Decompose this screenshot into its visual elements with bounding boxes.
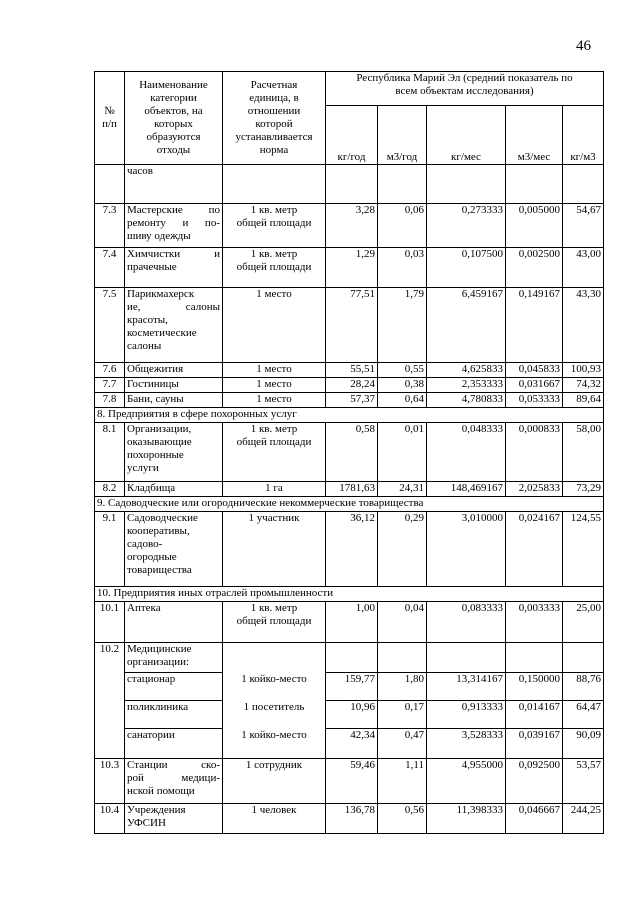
row-value: 244,25 xyxy=(563,804,604,834)
row-value: 0,046667 xyxy=(506,804,563,834)
cell-line: услуги xyxy=(127,462,159,474)
cell-line: Бани, сауны xyxy=(127,393,184,405)
row-value: 4,625833 xyxy=(427,363,506,378)
cell-line: 1 кв. метр xyxy=(250,204,298,216)
cell-line: кооперативы, xyxy=(127,525,190,537)
row-num: 9.1 xyxy=(95,512,125,587)
page-number: 46 xyxy=(576,38,591,54)
row-value: 77,51 xyxy=(326,288,378,363)
row-value: 4,780833 xyxy=(427,393,506,408)
row-unit: 1 койко-место xyxy=(241,673,307,685)
row-unit xyxy=(223,423,326,482)
row-value: 0,55 xyxy=(378,363,427,378)
cell-line: нской помощи xyxy=(127,785,195,797)
row-num: 10.4 xyxy=(95,804,125,834)
row-unit xyxy=(223,482,326,497)
cell-line: образуются xyxy=(146,131,201,143)
row-value: 2,025833 xyxy=(506,482,563,497)
row-value: 3,28 xyxy=(326,204,378,248)
cell-line: Кладбища xyxy=(127,482,176,494)
row-value: 43,30 xyxy=(563,288,604,363)
row-value: 159,77 xyxy=(326,673,378,701)
header-col-kg-month: кг/мес xyxy=(427,106,506,165)
row-num: 10.3 xyxy=(95,759,125,804)
row-value: 90,09 xyxy=(563,729,604,759)
cell-line: Общежития xyxy=(127,363,184,375)
cell-line: красоты, xyxy=(127,314,168,326)
row-num: 7.5 xyxy=(95,288,125,363)
cell-line: салоны xyxy=(127,340,162,352)
cell-line: Гостиницы xyxy=(127,378,179,390)
row-value: 74,32 xyxy=(563,378,604,393)
row-num: 10.2 xyxy=(95,643,125,759)
cell-line: организации: xyxy=(127,656,190,668)
header-region xyxy=(326,72,604,106)
cell-line: всем объектам исследования) xyxy=(395,85,534,97)
row-unit xyxy=(223,602,326,643)
row-unit xyxy=(223,759,326,804)
table-row xyxy=(95,204,604,248)
row-unit xyxy=(223,378,326,393)
cell-line: ие, салоны xyxy=(127,301,220,313)
row-value: 1,80 xyxy=(378,673,427,701)
row-value: 0,64 xyxy=(378,393,427,408)
table-row xyxy=(95,804,604,834)
row-value: 11,398333 xyxy=(427,804,506,834)
row-name xyxy=(125,248,223,288)
cell-line: похоронные xyxy=(127,449,184,461)
cell-line: огородные xyxy=(127,551,177,563)
cell-line: единица, в xyxy=(249,92,299,104)
cell-line: общей площади xyxy=(236,261,312,273)
cell-line: 1 участник xyxy=(248,512,300,524)
row-name xyxy=(125,393,223,408)
row-unit xyxy=(223,363,326,378)
row-value: 0,039167 xyxy=(506,729,563,759)
row-value: 0,01 xyxy=(378,423,427,482)
cell-line: отходы xyxy=(156,144,191,156)
cell-line: № xyxy=(104,105,115,117)
table-row xyxy=(95,393,604,408)
row-value: 0,014167 xyxy=(506,701,563,729)
row-value: 0,083333 xyxy=(427,602,506,643)
table-row xyxy=(95,512,604,587)
row-unit xyxy=(223,288,326,363)
section-title: 9. Садоводческие или огороднические некоммерческие товарищества xyxy=(95,497,604,512)
row-value: 42,34 xyxy=(326,729,378,759)
cell-line: Химчистки и xyxy=(127,248,220,260)
row-name xyxy=(125,643,223,673)
row-value: 0,17 xyxy=(378,701,427,729)
row-value: 0,092500 xyxy=(506,759,563,804)
cell-line: садово- xyxy=(127,538,163,550)
row-unit xyxy=(223,804,326,834)
row-value: 1,11 xyxy=(378,759,427,804)
row-num: 8.1 xyxy=(95,423,125,482)
row-value: 124,55 xyxy=(563,512,604,587)
row-unit: 1 посетитель xyxy=(243,701,305,713)
header-num xyxy=(95,72,125,165)
section-row xyxy=(95,497,604,512)
cell-line: 1 человек xyxy=(251,804,297,816)
cell-line: Парикмахерск xyxy=(127,288,195,300)
row-value: 36,12 xyxy=(326,512,378,587)
cell-line: рой медици- xyxy=(127,772,220,784)
row-value: 64,47 xyxy=(563,701,604,729)
cell-line: шиву одежды xyxy=(127,230,191,242)
cell-line: объектов, на xyxy=(144,105,203,117)
row-value: 0,045833 xyxy=(506,363,563,378)
cell-line: Мастерские по xyxy=(127,204,220,216)
row-value: 0,002500 xyxy=(506,248,563,288)
row-unit: 1 койко-место xyxy=(241,729,307,741)
row-value: 0,56 xyxy=(378,804,427,834)
row-value: 58,00 xyxy=(563,423,604,482)
table-row xyxy=(95,363,604,378)
cell-line: Станции ско- xyxy=(127,759,220,771)
row-value: 136,78 xyxy=(326,804,378,834)
row-value: 89,64 xyxy=(563,393,604,408)
cell-line: Медицинские xyxy=(127,643,192,655)
row-value: 0,024167 xyxy=(506,512,563,587)
cell-line: 1 сотрудник xyxy=(245,759,303,771)
row-value: 25,00 xyxy=(563,602,604,643)
row-num: 7.8 xyxy=(95,393,125,408)
row-value: 3,010000 xyxy=(427,512,506,587)
table-row xyxy=(95,378,604,393)
row-name xyxy=(125,363,223,378)
cell-line: общей площади xyxy=(236,615,312,627)
row-value: 88,76 xyxy=(563,673,604,701)
row-value: 0,29 xyxy=(378,512,427,587)
row-unit xyxy=(223,512,326,587)
row-value: 0,47 xyxy=(378,729,427,759)
cell-line: Расчетная xyxy=(250,79,298,91)
row-value: 0,005000 xyxy=(506,204,563,248)
row-num: 7.3 xyxy=(95,204,125,248)
row-value: 28,24 xyxy=(326,378,378,393)
cell-line: категории xyxy=(150,92,197,104)
cell-line: товарищества xyxy=(127,564,192,576)
row-value: 0,053333 xyxy=(506,393,563,408)
row-value: 1,29 xyxy=(326,248,378,288)
row-num: 8.2 xyxy=(95,482,125,497)
row-name xyxy=(125,423,223,482)
row-name xyxy=(125,204,223,248)
table-row xyxy=(95,248,604,288)
row-value: 24,31 xyxy=(378,482,427,497)
cell-line: норма xyxy=(259,144,289,156)
row-name xyxy=(125,804,223,834)
header-unit xyxy=(223,72,326,165)
cell-line: косметические xyxy=(127,327,197,339)
table-row xyxy=(95,423,604,482)
row-value: 0,273333 xyxy=(427,204,506,248)
row-value: 0,149167 xyxy=(506,288,563,363)
row-value: 2,353333 xyxy=(427,378,506,393)
table-row xyxy=(95,482,604,497)
row-value: 6,459167 xyxy=(427,288,506,363)
row-name xyxy=(125,378,223,393)
row-value: 0,913333 xyxy=(427,701,506,729)
waste-norms-table xyxy=(94,71,604,834)
cell-line: Организации, xyxy=(127,423,192,435)
section-row xyxy=(95,408,604,423)
cell-line: Учреждения xyxy=(127,804,186,816)
row-value: 0,003333 xyxy=(506,602,563,643)
row-value: 10,96 xyxy=(326,701,378,729)
row-num: 7.7 xyxy=(95,378,125,393)
table-row xyxy=(95,288,604,363)
cell-line: которых xyxy=(154,118,193,130)
row-name: стационар xyxy=(125,673,223,701)
cell-line: 1 место xyxy=(256,363,292,375)
row-value: 0,048333 xyxy=(427,423,506,482)
row-value: 1,00 xyxy=(326,602,378,643)
table-row xyxy=(95,759,604,804)
cell-line: которой xyxy=(255,118,293,130)
cell-line: 1 место xyxy=(256,378,292,390)
cell-line: общей площади xyxy=(236,436,312,448)
header-col-m3-month: м3/мес xyxy=(506,106,563,165)
row-value: 13,314167 xyxy=(427,673,506,701)
row-num: 10.1 xyxy=(95,602,125,643)
row-num: 7.4 xyxy=(95,248,125,288)
row-value: 43,00 xyxy=(563,248,604,288)
section-row xyxy=(95,587,604,602)
row-value: 0,58 xyxy=(326,423,378,482)
row-unit xyxy=(223,393,326,408)
row-value: 1781,63 xyxy=(326,482,378,497)
cell-line: прачечные xyxy=(127,261,177,273)
row-unit xyxy=(223,204,326,248)
section-title: 8. Предприятия в сфере похоронных услуг xyxy=(95,408,604,423)
table-row xyxy=(95,643,604,673)
row-num: 7.6 xyxy=(95,363,125,378)
table-row xyxy=(95,701,604,729)
row-value: 59,46 xyxy=(326,759,378,804)
row-name xyxy=(125,482,223,497)
header-name xyxy=(125,72,223,165)
table-row xyxy=(95,673,604,701)
cell-line: Садоводческие xyxy=(127,512,198,524)
row-value: 3,528333 xyxy=(427,729,506,759)
row-value: 0,107500 xyxy=(427,248,506,288)
cell-line: 1 место xyxy=(256,288,292,300)
row-name xyxy=(125,602,223,643)
row-value: 1,79 xyxy=(378,288,427,363)
cell-line: оказывающие xyxy=(127,436,192,448)
row-value: 54,67 xyxy=(563,204,604,248)
row-name xyxy=(125,512,223,587)
row-value: 0,03 xyxy=(378,248,427,288)
cell-line: 1 кв. метр xyxy=(250,248,298,260)
header-col-m3-year: м3/год xyxy=(378,106,427,165)
row-name xyxy=(125,288,223,363)
row-name: часов xyxy=(125,165,223,204)
row-name: поликлиника xyxy=(125,701,223,729)
row-value: 0,031667 xyxy=(506,378,563,393)
table-row xyxy=(95,165,604,204)
table-row xyxy=(95,729,604,759)
cell-line: отношении xyxy=(247,105,301,117)
header-col-kg-m3: кг/м3 xyxy=(563,106,604,165)
row-value: 0,000833 xyxy=(506,423,563,482)
cell-line: Аптека xyxy=(127,602,161,614)
row-value: 0,150000 xyxy=(506,673,563,701)
cell-line: Наименование xyxy=(139,79,208,91)
cell-line: 1 га xyxy=(265,482,283,494)
cell-line: 1 место xyxy=(256,393,292,405)
row-value: 73,29 xyxy=(563,482,604,497)
header-col-kg-year: кг/год xyxy=(326,106,378,165)
section-title: 10. Предприятия иных отраслей промышленности xyxy=(95,587,604,602)
cell-line: 1 кв. метр xyxy=(250,423,298,435)
row-value: 57,37 xyxy=(326,393,378,408)
cell-line: п/п xyxy=(102,118,117,130)
row-value: 0,38 xyxy=(378,378,427,393)
cell-line: устанавливается xyxy=(235,131,313,143)
table-row xyxy=(95,602,604,643)
table-header-row xyxy=(95,72,604,106)
row-value: 55,51 xyxy=(326,363,378,378)
row-value: 53,57 xyxy=(563,759,604,804)
cell-line: Республика Марий Эл (средний показатель по xyxy=(356,72,573,84)
row-value: 0,06 xyxy=(378,204,427,248)
cell-line: ремонту и по- xyxy=(127,217,220,229)
row-name: санатории xyxy=(125,729,223,759)
cell-line: УФСИН xyxy=(127,817,166,829)
row-value: 100,93 xyxy=(563,363,604,378)
row-unit xyxy=(223,248,326,288)
cell-line: 1 кв. метр xyxy=(250,602,298,614)
row-value: 4,955000 xyxy=(427,759,506,804)
row-value: 0,04 xyxy=(378,602,427,643)
row-name xyxy=(125,759,223,804)
row-value: 148,469167 xyxy=(427,482,506,497)
cell-line: общей площади xyxy=(236,217,312,229)
